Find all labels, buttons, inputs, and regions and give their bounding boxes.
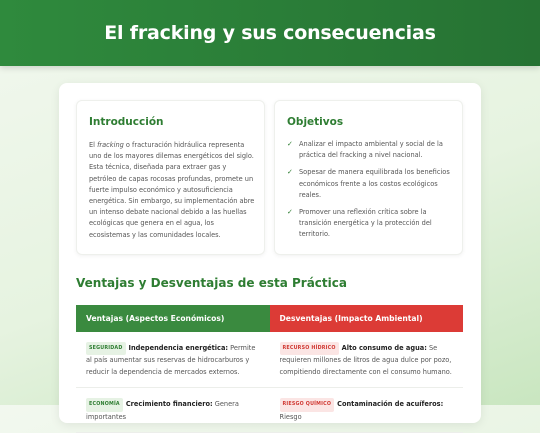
pro-title: Crecimiento financiero: xyxy=(125,400,213,409)
goals-panel xyxy=(274,100,463,255)
goal-list xyxy=(287,139,457,247)
intro-italic-word: fracking xyxy=(97,141,124,149)
goal-item: ✓ Promover una reflexión crítica sobre la transición energética y la protección del territorio. xyxy=(287,208,432,239)
con-column-header: Desventajas (Impacto Ambiental) xyxy=(270,305,464,332)
table-row xyxy=(76,332,463,388)
con-badge: RIESGO QUÍMICO xyxy=(280,398,335,411)
con-title: Contaminación de acuíferos: xyxy=(337,400,444,409)
pro-text: Genera importantes xyxy=(86,400,239,421)
comparison-title: Ventajas y Desventajas de esta Práctica xyxy=(76,276,347,290)
con-text: Riesgo xyxy=(279,412,302,421)
pro-cell xyxy=(76,388,270,432)
check-icon: ✓ xyxy=(287,168,293,177)
intro-heading: Introducción xyxy=(89,116,164,128)
con-title: Alto consumo de agua: xyxy=(341,344,427,352)
page-title: El fracking y sus consecuencias xyxy=(104,22,436,44)
intro-panel xyxy=(76,100,265,255)
pro-text: Permite al país aumentar sus reservas de hidrocarburos y reducir la dependencia de mercados externos. xyxy=(86,344,256,376)
page-header xyxy=(0,0,540,66)
pro-badge: SEGURIDAD xyxy=(86,342,126,355)
con-badge: RECURSO HÍDRICO xyxy=(280,342,339,355)
pro-title: Independencia energética: xyxy=(128,344,229,352)
intro-body: o fracturación hidráulica representa uno de los mayores dilemas energéticos del siglo. Esta técnica, diseñada para extraer gas y petróleo de capas rocosas profundas, promete un fuerte impulso económico y autosuficiencia energética. Sin embargo, su implementación abre un intenso debate nacional debido a las huellas ecológicas que genera en el agua, los ecosistemas y las comunidades locales. xyxy=(89,141,255,239)
goals-heading: Objetivos xyxy=(287,116,344,128)
comparison-table xyxy=(76,305,463,433)
check-icon: ✓ xyxy=(287,208,293,217)
check-icon: ✓ xyxy=(287,140,293,148)
content-card xyxy=(59,83,481,423)
con-cell xyxy=(270,388,464,432)
pro-badge: ECONOMÍA xyxy=(86,398,123,411)
goal-item: ✓ Sopesar de manera equilibrada los beneficios económicos frente a los costos ecológicos reales. xyxy=(287,168,450,199)
pro-cell xyxy=(76,332,270,387)
goal-item: ✓ Analizar el impacto ambiental y social de la práctica del fracking a nivel nacional. xyxy=(287,140,443,160)
pro-column-header: Ventajas (Aspectos Económicos) xyxy=(76,305,270,332)
table-row xyxy=(76,388,463,433)
intro-lead-word: El xyxy=(89,141,95,149)
table-header xyxy=(76,305,463,332)
intro-text xyxy=(89,140,255,241)
con-cell xyxy=(270,332,464,387)
con-text: Se requieren millones de litros de agua dulce por pozo, compitiendo directamente con el consumo humano. xyxy=(279,344,452,376)
